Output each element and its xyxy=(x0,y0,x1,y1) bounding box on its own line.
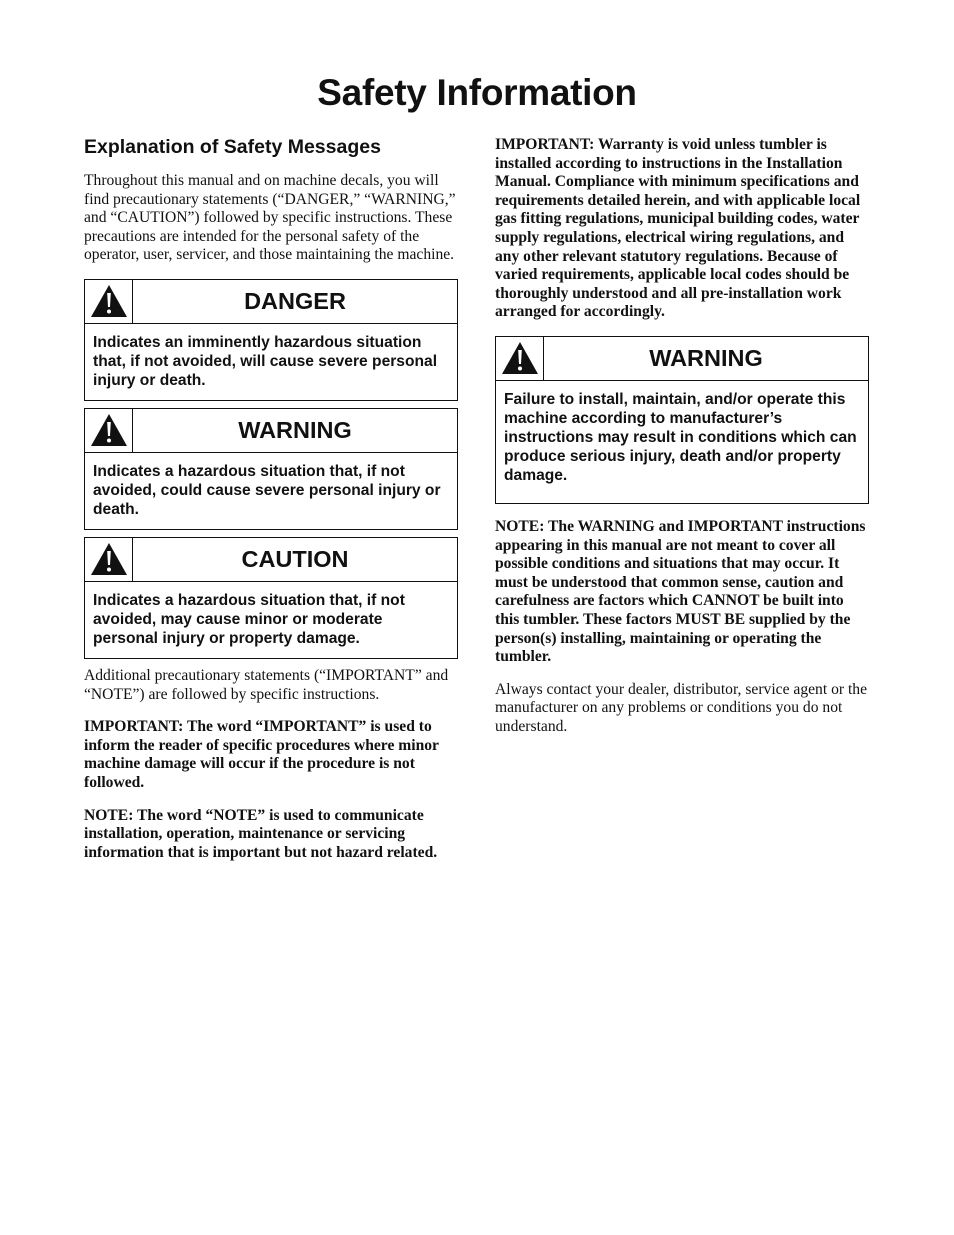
install-warning-title: WARNING xyxy=(649,344,763,371)
page-title: Safety Information xyxy=(317,72,637,113)
warranty-important-paragraph: IMPORTANT: Warranty is void unless tumbler is installed according to instructions in the Installation Manual. Compliance with minimum specifications and requirements detailed herein, and with applicable local gas fitting regulations, municipal building codes, water supply regulations, electrical wiring regulations, and any other relevant statutory regulations. Because of varied requirements, applicable local codes should be thoroughly understood and all pre-installation work arranged for accordingly. xyxy=(495,136,861,321)
important-paragraph: IMPORTANT: The word “IMPORTANT” is used to inform the reader of specific procedures where minor machine damage will occur if the procedure is not followed. xyxy=(84,718,439,791)
warning-triangle-icon xyxy=(85,280,133,323)
warning-important-note: NOTE: The WARNING and IMPORTANT instructions appearing in this manual are not meant to cover all possible conditions and situations that may occur. It must be understood that common sense, caution and carefulness are factors which CANNOT be built into this tumbler. These factors MUST BE supplied by the person(s) installing, maintaining or operating the tumbler. xyxy=(495,517,866,666)
install-warning-box xyxy=(495,336,869,504)
warning-title: WARNING xyxy=(238,416,352,443)
warning-triangle-icon xyxy=(496,337,544,380)
warning-triangle-icon xyxy=(85,538,133,581)
danger-title: DANGER xyxy=(244,287,346,314)
contact-paragraph: Always contact your dealer, distributor, service agent or the manufacturer on any problems or conditions you do not understand. xyxy=(495,680,868,735)
right-column xyxy=(495,136,869,750)
left-column xyxy=(84,135,458,876)
additional-paragraph: Additional precautionary statements (“IMPORTANT” and “NOTE”) are followed by specific instructions. xyxy=(84,666,449,703)
warning-text: Indicates a hazardous situation that, if not avoided, could cause severe personal injury or death. xyxy=(93,462,441,518)
install-warning-text: Failure to install, maintain, and/or operate this machine according to manufacturer’s instructions may result in conditions which can produce serious injury, death and/or property damage. xyxy=(504,390,857,484)
caution-text: Indicates a hazardous situation that, if not avoided, may cause minor or moderate personal injury or property damage. xyxy=(93,591,405,647)
intro-paragraph: Throughout this manual and on machine decals, you will find precautionary statements (“DANGER,” “WARNING,” and “CAUTION”) followed by specific instructions. These precautions are intended for the personal safety of the operator, user, servicer, and those maintaining the machine. xyxy=(84,172,456,264)
caution-box xyxy=(84,537,458,659)
warning-triangle-icon xyxy=(85,409,133,452)
note-paragraph: NOTE: The word “NOTE” is used to communicate installation, operation, maintenance or servicing information that is important but not hazard related. xyxy=(84,806,438,861)
caution-title: CAUTION xyxy=(241,545,349,572)
warning-box xyxy=(84,408,458,530)
danger-text: Indicates an imminently hazardous situation that, if not avoided, will cause severe personal injury or death. xyxy=(93,333,438,389)
section-heading: Explanation of Safety Messages xyxy=(84,136,381,158)
danger-box xyxy=(84,279,458,401)
